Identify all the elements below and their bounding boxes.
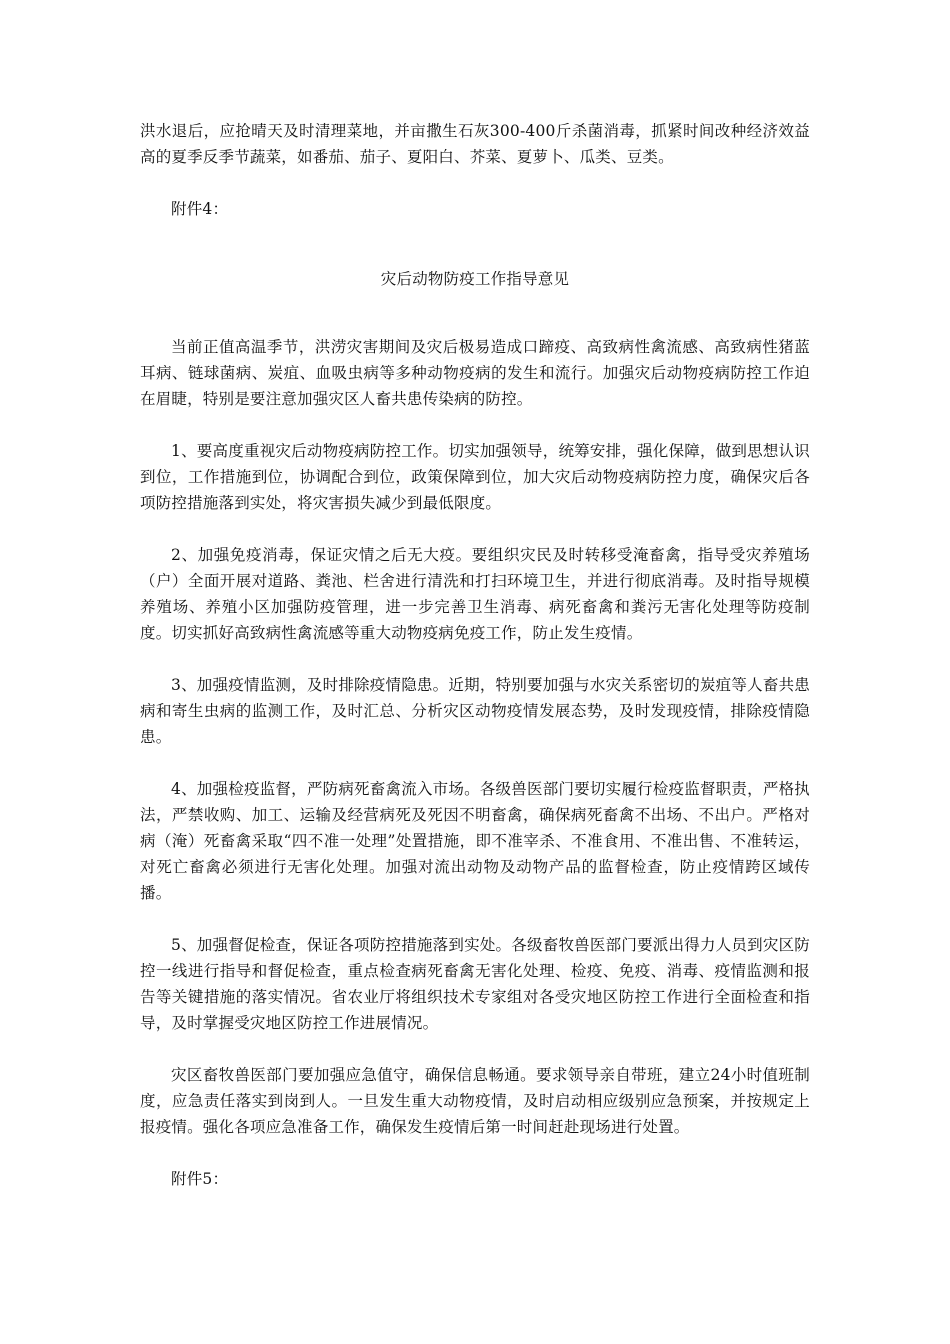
attachment-5-label: 附件5： — [171, 1170, 229, 1188]
paragraph-duty: 灾区畜牧兽医部门要加强应急值守，确保信息畅通。要求领导亲自带班，建立24小时值班制度，应急责任落实到岗到人。一旦发生重大动物疫情，及时启动相应级别应急预案，并按规定上报疫情。强化各项应急准备工作，确保发生疫情后第一时间赶赴现场进行处置。 — [140, 1066, 810, 1136]
document-body — [140, 118, 810, 1192]
paragraph-item-4: 4、加强检疫监督，严防病死畜禽流入市场。各级兽医部门要切实履行检疫监督职责，严格执法，严禁收购、加工、运输及经营病死及死因不明畜禽，确保病死畜禽不出场、不出户。严格对病（淹）死畜禽采取“四不准一处理”处置措施，即不准宰杀、不准食用、不准出售、不准转运，对死亡畜禽必须进行无害化处理。加强对流出动物及动物产品的监督检查，防止疫情跨区域传播。 — [140, 780, 810, 902]
paragraph-item-1: 1、要高度重视灾后动物疫病防控工作。切实加强领导，统筹安排，强化保障，做到思想认识到位，工作措施到位，协调配合到位，政策保障到位，加大灾后动物疫病防控力度，确保灾后各项防控措施落到实处，将灾害损失减少到最低限度。 — [140, 442, 810, 512]
paragraph-preamble: 当前正值高温季节，洪涝灾害期间及灾后极易造成口蹄疫、高致病性禽流感、高致病性猪蓝耳病、链球菌病、炭疽、血吸虫病等多种动物疫病的发生和流行。加强灾后动物疫病防控工作迫在眉睫，特别是要注意加强灾区人畜共患传染病的防控。 — [140, 338, 810, 408]
paragraph-item-3: 3、加强疫情监测，及时排除疫情隐患。近期，特别要加强与水灾关系密切的炭疽等人畜共患病和寄生虫病的监测工作，及时汇总、分析灾区动物疫情发展态势，及时发现疫情，排除疫情隐患。 — [140, 676, 810, 746]
attachment-4-label: 附件4： — [171, 200, 229, 218]
document-title: 灾后动物防疫工作指导意见 — [380, 270, 570, 288]
paragraph-item-2: 2、加强免疫消毒，保证灾情之后无大疫。要组织灾民及时转移受淹畜禽，指导受灾养殖场（户）全面开展对道路、粪池、栏舍进行清洗和打扫环境卫生，并进行彻底消毒。及时指导规模养殖场、养殖小区加强防疫管理，进一步完善卫生消毒、病死畜禽和粪污无害化处理等防疫制度。切实抓好高致病性禽流感等重大动物疫病免疫工作，防止发生疫情。 — [140, 546, 810, 642]
paragraph-item-5: 5、加强督促检查，保证各项防控措施落到实处。各级畜牧兽医部门要派出得力人员到灾区防控一线进行指导和督促检查，重点检查病死畜禽无害化处理、检疫、免疫、消毒、疫情监测和报告等关键措施的落实情况。省农业厅将组织技术专家组对各受灾地区防控工作进行全面检查和指导，及时掌握受灾地区防控工作进展情况。 — [140, 936, 810, 1032]
intro-paragraph: 洪水退后，应抢晴天及时清理菜地，并亩撒生石灰300-400斤杀菌消毒，抓紧时间改种经济效益高的夏季反季节蔬菜，如番茄、茄子、夏阳白、芥菜、夏萝卜、瓜类、豆类。 — [140, 122, 810, 166]
